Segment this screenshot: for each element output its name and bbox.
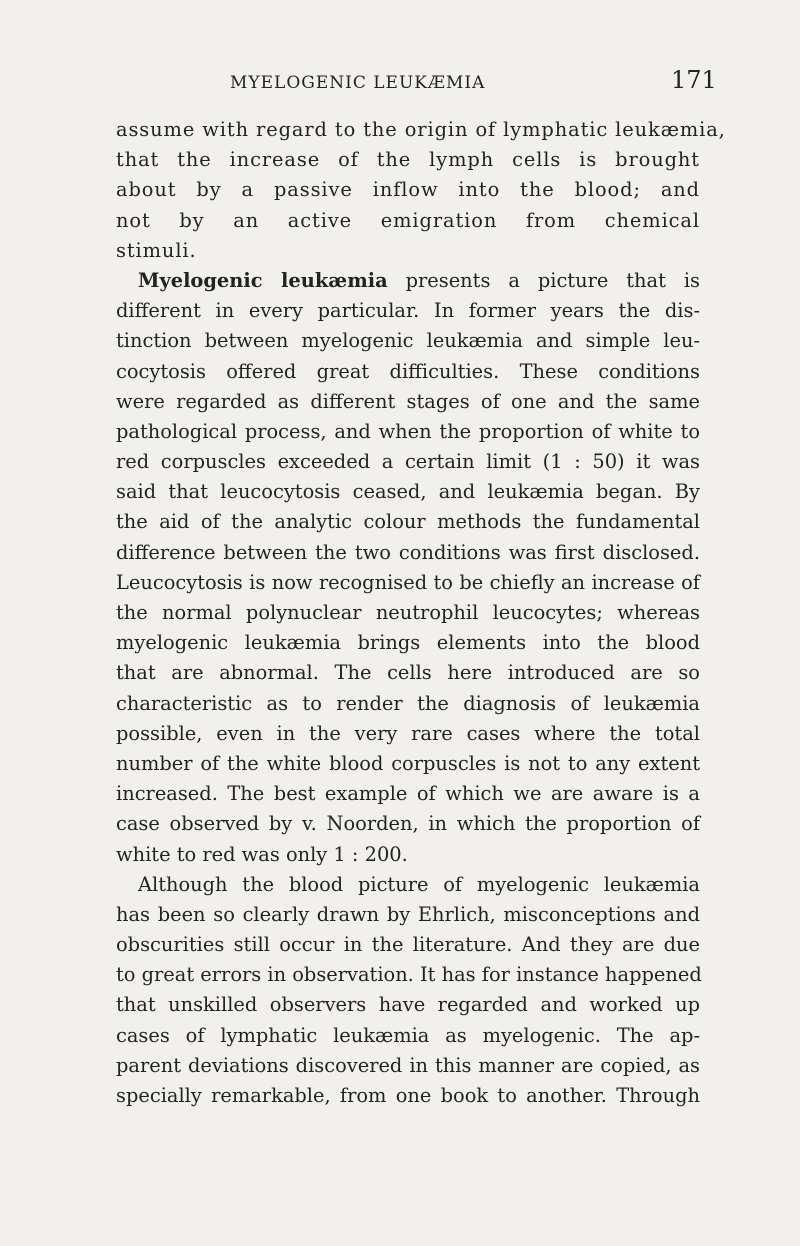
text-line: parent deviations discovered in this manner are copied, as [116, 1053, 700, 1077]
text-line: not by an active emigration from chemical [116, 208, 700, 232]
text-line: assume with regard to the origin of lymphatic leukæmia, [116, 118, 726, 141]
text-line: specially remarkable, from one book to another. Through [116, 1084, 700, 1107]
text-line: red corpuscles exceeded a certain limit (1 : 50) it was [116, 450, 700, 474]
text-line: said that leucocytosis ceased, and leukæmia began. By [116, 480, 700, 504]
text-line: stimuli. [116, 238, 197, 262]
text-line: the normal polynuclear neutrophil leucocytes; whereas [116, 601, 700, 624]
text-line: cases of lymphatic leukæmia as myelogenic. The ap- [116, 1023, 700, 1047]
text-line: different in every particular. In former years the dis- [116, 299, 700, 323]
text-line: Leucocytosis is now recognised to be chiefly an increase of [116, 570, 700, 594]
text-line: possible, even in the very rare cases where the total [116, 721, 700, 745]
text-line: white to red was only 1 : 200. [116, 842, 408, 866]
text-line: number of the white blood corpuscles is not to any extent [116, 751, 700, 775]
text-line: Although the blood picture of myelogenic leukæmia [138, 872, 700, 896]
paragraph-start-line [116, 266, 700, 296]
text-line: cocytosis offered great difficulties. These conditions [116, 359, 700, 383]
text-line: myelogenic leukæmia brings elements into the blood [116, 631, 700, 655]
body-text [116, 115, 726, 1111]
text-line: about by a passive inflow into the blood; and [116, 178, 700, 202]
text-line: tinction between myelogenic leukæmia and simple leu- [116, 329, 700, 353]
text-line: that are abnormal. The cells here introduced are so [116, 661, 700, 685]
text-line: case observed by v. Noorden, in which the proportion of [116, 812, 700, 836]
text-line: increased. The best example of which we are aware is a [116, 782, 700, 806]
text-line: were regarded as different stages of one and the same [116, 389, 700, 413]
running-head: MYELOGENIC LEUKÆMIA [230, 73, 486, 93]
text-line: that unskilled observers have regarded and worked up [116, 993, 700, 1017]
text-line: pathological process, and when the proportion of white to [116, 419, 700, 443]
text-line: characteristic as to render the diagnosis of leukæmia [116, 691, 700, 715]
text-line: that the increase of the lymph cells is brought [116, 148, 700, 172]
section-heading-inline: Myelogenic leukæmia [138, 268, 388, 292]
text-line: obscurities still occur in the literature. And they are due [116, 933, 700, 957]
page-number: 171 [671, 66, 717, 94]
text-span: presents a picture that is [405, 268, 700, 292]
text-line: difference between the two conditions was first disclosed. [116, 540, 700, 564]
text-line: has been so clearly drawn by Ehrlich, misconceptions and [116, 902, 700, 926]
text-line: the aid of the analytic colour methods the fundamental [116, 510, 700, 534]
text-line: to great errors in observation. It has for instance happened [116, 963, 702, 987]
